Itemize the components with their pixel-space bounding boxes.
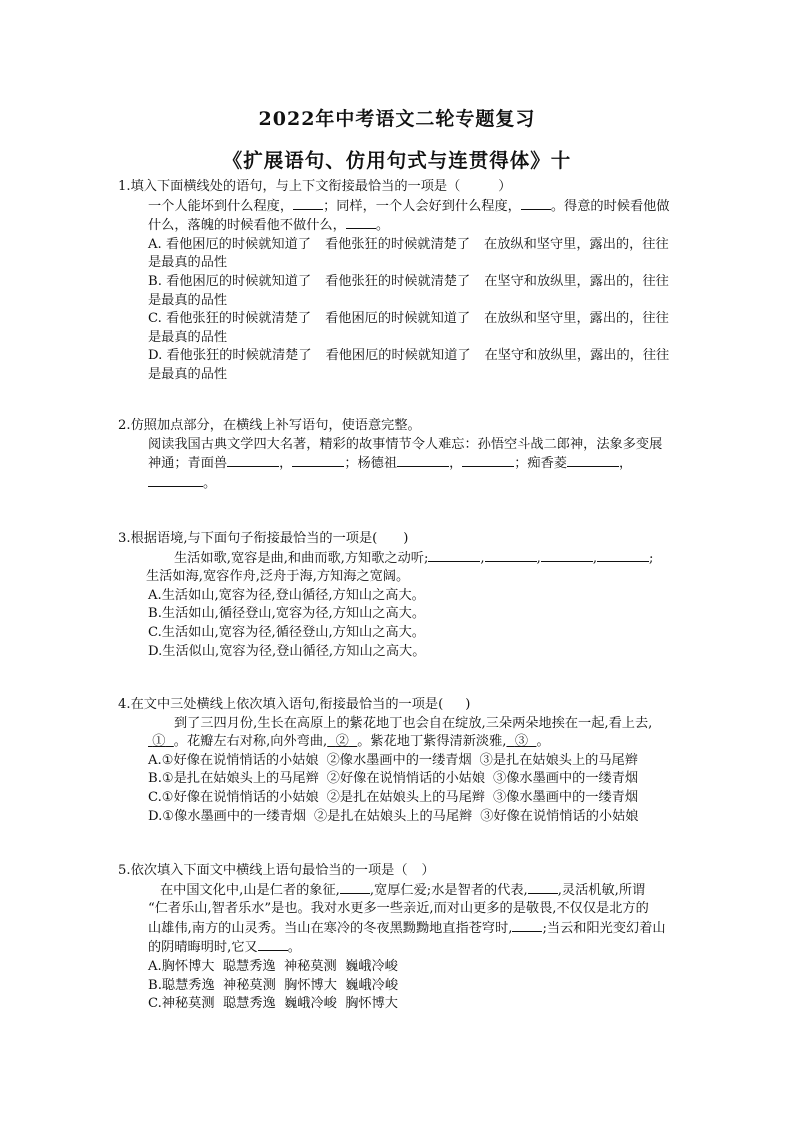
blank: [346, 216, 376, 229]
blank: [397, 454, 449, 467]
option-a-cont: 是最真的品性: [148, 255, 228, 271]
blank: [567, 454, 619, 467]
question-2-line-3: 。: [118, 474, 703, 494]
question-5-line-2: “仁者乐山,智者乐水”是也。我对水更多一些亲近,而对山更多的是敬畏,不仅仅是北方的: [148, 901, 649, 917]
question-5-stem: 5.依次填入下面文中横线上语句最恰当的一项是（ ）: [118, 863, 435, 878]
blank: [258, 938, 288, 951]
question-4-stem: 4.在文中三处横线上依次填入语句,衔接最恰当的一项是( ): [118, 697, 471, 712]
question-1-stem: 1.填入下面横线处的语句，与上下文衔接最恰当的一项是（ ）: [118, 179, 512, 194]
option-a: A.生活如山,宽容为径,登山循径,方知山之高大。: [148, 587, 425, 603]
blank: [521, 197, 551, 210]
page-title: 2022年中考语文二轮专题复习: [258, 108, 536, 130]
blank-1: ①: [152, 734, 166, 750]
blank: [340, 881, 370, 894]
question-2-line-2: 神通；青面兽 ， ；杨德祖 ， ；痴香菱 ，: [148, 456, 633, 472]
option-c: C.①好像在说悄悄话的小姑娘 ②是扎在姑娘头上的马尾辫 ③像水墨画中的一缕青烟: [148, 789, 639, 805]
blank: [597, 549, 649, 562]
question-2-stem: 2.仿照加点部分，在横线上补写语句，使语意完整。: [118, 418, 421, 433]
option-a: A.①好像在说悄悄话的小姑娘 ②像水墨画中的一缕青烟 ③是扎在姑娘头上的马尾辫: [148, 752, 638, 768]
question-1: [118, 178, 703, 385]
blank: [292, 454, 344, 467]
option-d: D.生活似山,宽容为径,登山循径,方知山之高大。: [148, 643, 426, 659]
question-1-passage-line-2: 什么，落魄的时候看他不做什么， 。: [148, 218, 389, 234]
question-5: [118, 862, 703, 1014]
option-d: D. 看他张狂的时候就清楚了 看他困厄的时候就知道了 在坚守和放纵里，露出的，往往: [148, 348, 670, 364]
question-3-stem: 3.根据语境,与下面句子衔接最恰当的一项是( ): [118, 531, 409, 546]
option-b: B. 看他困厄的时候就知道了 看他张狂的时候就清楚了 在坚守和放纵里，露出的，往往: [148, 273, 669, 289]
blank: [293, 197, 323, 210]
option-c: C. 看他张狂的时候就清楚了 看他困厄的时候就知道了 在放纵和坚守里，露出的，往往: [148, 311, 669, 327]
question-5-line-3: 山雄伟,南方的山灵秀。当山在寒冷的冬夜黑黝黝地直指苍穹时, ;当云和阳光变幻着山: [148, 920, 666, 936]
option-d: D.①像水墨画中的一缕青烟 ②是扎在姑娘头上的马尾辫 ③好像在说悄悄话的小姑娘: [148, 808, 639, 824]
question-5-line-4: 的阴晴晦明时,它又 。: [148, 940, 301, 956]
question-3-line-2: 生活如海,宽容作舟,泛舟于海,方知海之宽阔。: [146, 569, 410, 585]
question-2-line-1: 阅读我国古典文学四大名著，精彩的故事情节令人难忘：孙悟空斗战二郎神，法象多变展: [148, 436, 663, 452]
option-b: B.生活如山,循径登山,宽容为径,方知山之高大。: [148, 606, 426, 622]
blank: [428, 549, 480, 562]
blank: [541, 549, 593, 562]
option-d-cont: 是最真的品性: [148, 366, 228, 382]
question-5-line-1: 在中国文化中,山是仁者的象征, ,宽厚仁爱;水是智者的代表, ,灵活机敏,所谓: [160, 882, 646, 898]
option-a: A. 看他困厄的时候就知道了 看他张狂的时候就清楚了 在放纵和坚守里，露出的，往往: [148, 236, 669, 252]
blank-3: ③: [514, 734, 529, 750]
question-4: [118, 696, 703, 826]
option-b-cont: 是最真的品性: [148, 292, 228, 308]
question-1-passage-line-1: 一个人能坏到什么程度， ；同样，一个人会好到什么程度， 。得意的时候看他做: [148, 198, 670, 214]
question-4-line-1: 到了三四月份,生长在高原上的紫花地丁也会自在绽放,三朵两朵地挨在一起,看上去,: [174, 715, 653, 731]
option-c-cont: 是最真的品性: [148, 329, 228, 345]
option-b: B.①是扎在姑娘头上的马尾辫 ②好像在说悄悄话的小姑娘 ③像水墨画中的一缕青烟: [148, 771, 639, 787]
page-subtitle: 《扩展语句、仿用句式与连贯得体》十: [222, 149, 572, 172]
blank: [512, 919, 542, 932]
option-c: C.生活如山,宽容为径,循径登山,方知山之高大。: [148, 624, 425, 640]
option-b: B.聪慧秀逸 神秘莫测 胸怀博大 巍峨冷峻: [148, 977, 399, 993]
option-a: A.胸怀博大 聪慧秀逸 神秘莫测 巍峨冷峻: [148, 958, 398, 974]
blank: [485, 549, 537, 562]
blank: [462, 454, 514, 467]
question-4-line-2: ① 。花瓣左右对称,向外弯曲, ② 。紫花地丁紫得清新淡雅, ③ 。: [118, 733, 703, 752]
question-2: [118, 417, 703, 493]
blank: [227, 454, 279, 467]
question-3-line-1: 生活如歌,宽容是曲,和曲而歌,方知歌之动听; , , , ;: [174, 550, 654, 566]
option-c: C.神秘莫测 聪慧秀逸 巍峨冷峻 胸怀博大: [148, 996, 398, 1012]
question-3: [118, 530, 703, 661]
blank: [528, 881, 558, 894]
blank: [148, 474, 203, 487]
blank-2: ②: [335, 734, 349, 750]
